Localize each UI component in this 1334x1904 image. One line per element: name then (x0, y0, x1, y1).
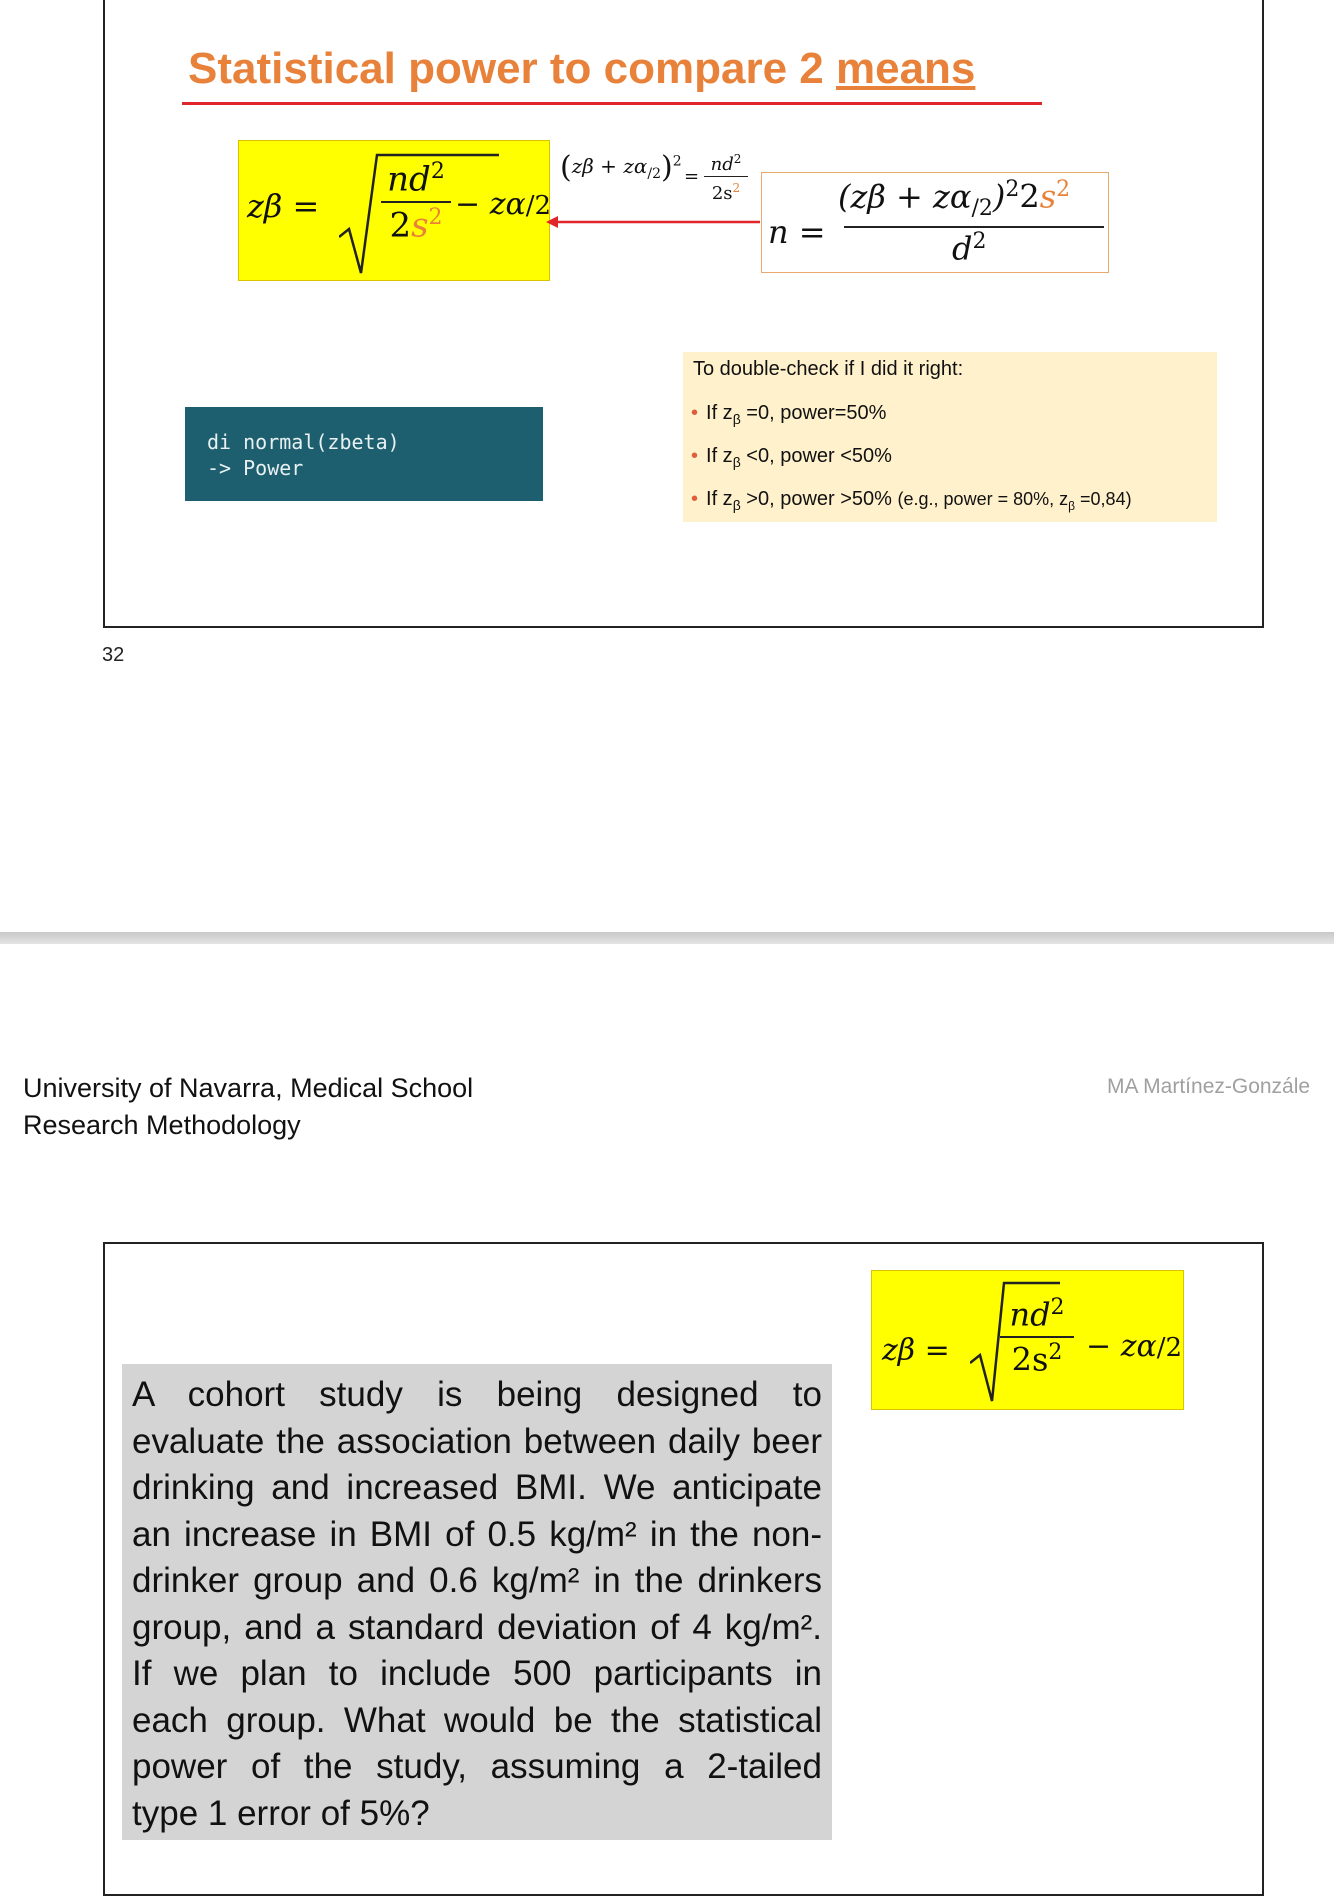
arrow-right-to-left (546, 210, 762, 236)
minus-z-alpha-half: − zα/2 (455, 187, 552, 222)
problem-line-7: If we plan to include 500 participants in (132, 1654, 822, 1693)
n-denominator: $d^2$ (952, 229, 987, 268)
identity-eq: = (684, 166, 700, 187)
problem-line-4: an increase in BMI of 0.5 kg/m² in the non- (132, 1514, 822, 1554)
formula-zbeta-box (238, 140, 550, 281)
problem-line-2: evaluate the association between daily beer (132, 1421, 822, 1461)
n-lhs: n = (768, 213, 826, 251)
problem-line-8: each group. What would be the statistical (132, 1700, 822, 1740)
stata-code-box (185, 407, 543, 501)
problem-statement-box (122, 1364, 832, 1840)
problem-line-1: A cohort study is being designed to (132, 1375, 822, 1414)
minus-z-alpha-half-2: − zα/2 (1086, 1329, 1183, 1364)
identity-fraction: $nd^2$ $2s^2$ (704, 148, 748, 205)
n-fraction-bar (844, 226, 1104, 228)
identity-formula: $(z\beta + z\alpha_{/2})^2$ (560, 150, 682, 185)
formula-zbeta-box-2 (871, 1270, 1184, 1410)
problem-line-3: drinking and increased BMI. We anticipate (132, 1468, 822, 1507)
fraction-nd2-2s2: $nd^2$ $2s^2$ (381, 159, 451, 246)
footer-author: MA Martínez-Gonzále (1107, 1075, 1311, 1098)
check-item-1: • If $z_\beta =0$, power=50% (691, 402, 887, 427)
code-line-2: -> Power (207, 456, 304, 480)
page-divider (0, 932, 1334, 944)
title-means-link[interactable]: means (835, 44, 976, 93)
check-item-3: • If $z_\beta >0$, power >50% (e.g., power = 80%, $z_\beta =0,84$) (691, 488, 1132, 513)
footer-course: Research Methodology (23, 1110, 301, 1140)
n-numerator: $(z\beta + z\alpha_{/2})^22s^2$ (838, 177, 1071, 222)
double-check-heading: To double-check if I did it right: (693, 358, 964, 380)
check-item-2: • If $z_\beta <0$, power <50% (691, 445, 892, 470)
zbeta-lhs-2: zβ = (882, 1333, 950, 1368)
title-underline (182, 102, 1042, 105)
problem-line-9: power of the study, assuming a 2-tailed (132, 1747, 822, 1786)
formula-n-box (761, 172, 1109, 273)
page-number: 32 (102, 644, 125, 666)
footer-institution: University of Navarra, Medical School (23, 1073, 474, 1103)
fraction-nd2-2s2-2: $nd^2$ $2s^2$ (1000, 1295, 1074, 1378)
code-line-1: di normal(zbeta) (207, 430, 400, 454)
title-text: Statistical power to compare 2 (188, 44, 836, 93)
double-check-box (683, 352, 1217, 522)
slide-1 (103, 0, 1264, 628)
slide-1-title (188, 44, 975, 94)
problem-line-10: type 1 error of 5%? (132, 1793, 430, 1833)
zbeta-lhs: zβ = (247, 187, 320, 225)
problem-text (132, 1372, 822, 1837)
problem-line-5: drinker group and 0.6 kg/m² in the drinkers (132, 1561, 822, 1600)
problem-line-6: group, and a standard deviation of 4 kg/m². (132, 1607, 822, 1647)
